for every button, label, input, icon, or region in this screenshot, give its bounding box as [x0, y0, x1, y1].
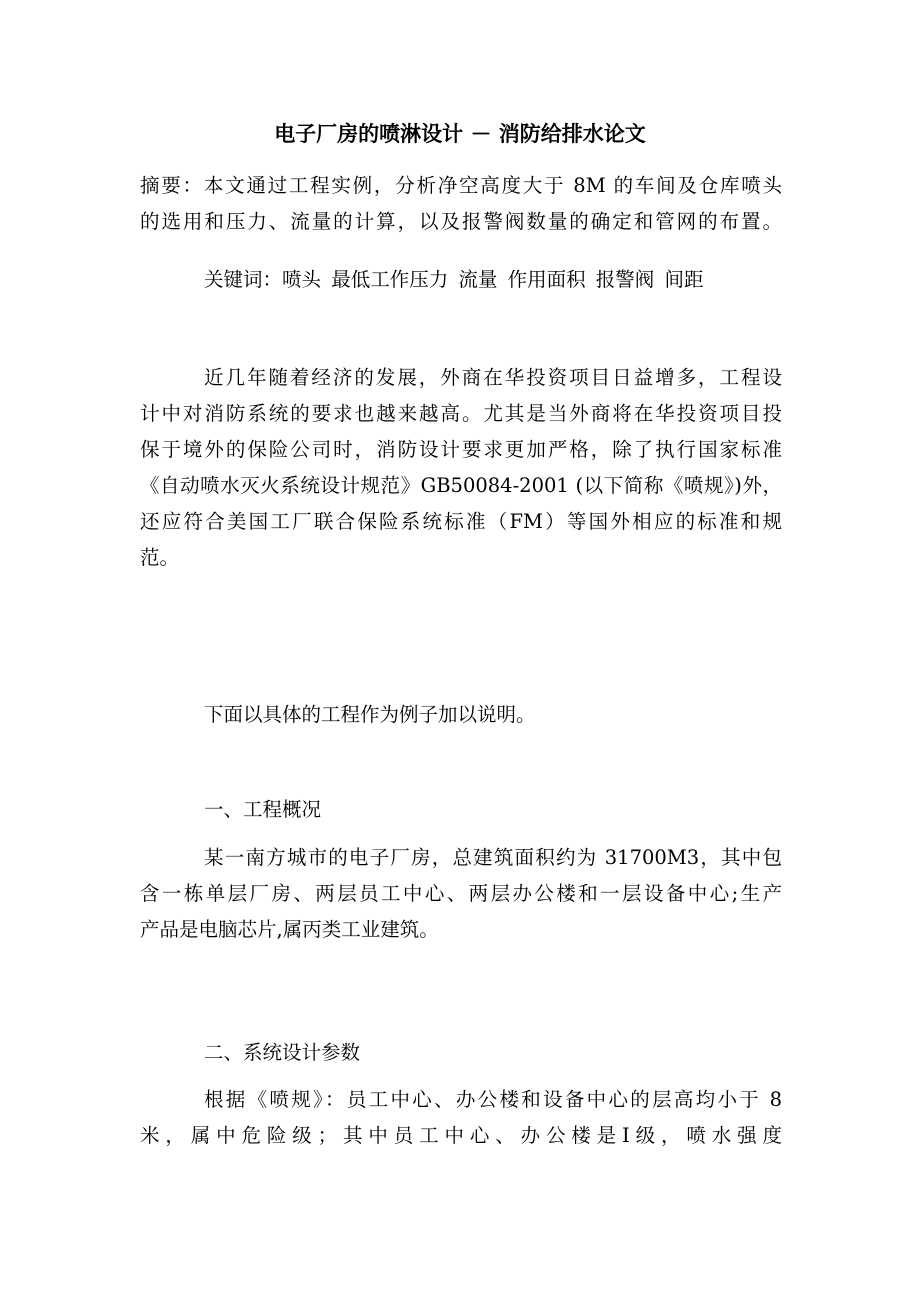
section-1	[140, 792, 782, 828]
intro-line-3: 保于境外的保险公司时，消防设计要求更加严格，除了执行国家标准	[140, 438, 782, 461]
intro-line-5: 还应符合美国工厂联合保险系统标准（FM）等国外相应的标准和规	[140, 510, 782, 533]
intro-line-6: 范。	[140, 546, 180, 569]
section-1-line-2: 含一栋单层厂房、两层员工中心、两层办公楼和一层设备中心;生产	[140, 882, 782, 905]
document-title: 电子厂房的喷淋设计 － 消防给排水论文	[274, 122, 646, 146]
section-1-line-3: 产品是电脑芯片,属丙类工业建筑。	[140, 918, 439, 941]
intro-line-2: 计中对消防系统的要求也越来越高。尤其是当外商将在华投资项目投	[140, 402, 782, 425]
section-2-line-1: 根据《喷规》：员工中心、办公楼和设备中心的层高均小于 8	[204, 1088, 782, 1111]
abstract	[140, 168, 782, 240]
section-2	[140, 1035, 782, 1071]
abstract-line-2: 的选用和压力、流量的计算，以及报警阀数量的确定和管网的布置。	[140, 210, 782, 233]
section-1-paragraph	[140, 840, 782, 948]
keywords-line: 关键词：喷头 最低工作压力 流量 作用面积 报警阀 间距	[204, 268, 704, 291]
section-1-heading: 一、工程概况	[204, 798, 322, 821]
section-1-line-1: 某一南方城市的电子厂房，总建筑面积约为 31700M3，其中包	[204, 846, 782, 869]
example-intro-paragraph	[140, 697, 782, 733]
intro-paragraph	[140, 360, 782, 576]
section-2-line-2: 米，属中危险级；其中员工中心、办公楼是Ⅰ级，喷水强度	[140, 1124, 782, 1147]
intro-line-1: 近几年随着经济的发展，外商在华投资项目日益增多，工程设	[204, 366, 782, 389]
keywords	[140, 262, 782, 298]
intro-line-4: 《自动喷水灭火系统设计规范》GB50084-2001 (以下简称《喷规》)外，	[140, 474, 782, 497]
example-intro-line: 下面以具体的工程作为例子加以说明。	[204, 703, 536, 726]
section-2-paragraph	[140, 1082, 782, 1154]
abstract-line-1: 摘要：本文通过工程实例，分析净空高度大于 8M 的车间及仓库喷头	[140, 174, 782, 197]
section-2-heading: 二、系统设计参数	[204, 1041, 361, 1064]
